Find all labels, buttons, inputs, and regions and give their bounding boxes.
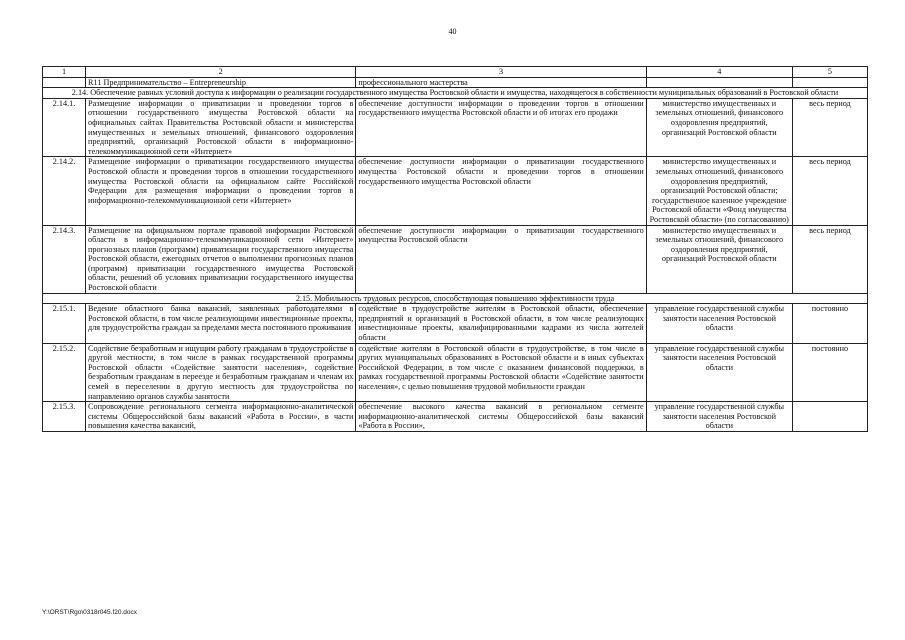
result-cell: обеспечение высокого качества вакансий в региональном сегменте информационно-аналитической системы Общероссийской базы вакансий «Работа в России», (356, 402, 646, 432)
file-path-footer: Y:\ORST\Rgo\0318r045.f20.docx (42, 609, 138, 616)
action-cell: Размещение информации о приватизации и проведении торгов в отношении государственного имущества Ростовской области на официальных сайтах Правительства Ростовской области и министерства имущественных и земельных отношений, финансового оздоровления предприятий, организаций Ростовской области в информационно-телекоммуникационной сети «Интернет» (86, 98, 356, 157)
result-cell: обеспечение доступности информации о приватизации государственного имущества Ростовской области и проведении торгов в отношении государственного имущества Ростовской области (356, 157, 646, 225)
term-cell (792, 402, 867, 432)
page-number: 40 (448, 27, 457, 36)
table-row (43, 77, 868, 88)
executor-cell: управление государственной службы занятости населения Ростовской области (646, 343, 792, 402)
executor-cell: министерство имущественных и земельных отношений, финансового оздоровления предприятий, организаций Ростовской области; государственное казенное учреждение Ростовской области «Фонд имущества Ростовской области» (по согласованию) (646, 157, 792, 225)
item-number: 2.14.1. (43, 98, 86, 157)
table-row (43, 343, 868, 402)
executor-cell: министерство имущественных и земельных отношений, финансового оздоровления предприятий, организаций Ростовской области (646, 98, 792, 157)
action-cell: Размещение информации о приватизации государственного имущества Ростовской области и проведении торгов в отношении государственного имущества Ростовской области на официальном сайте Российской Федерации для размещения информации о проведении торгов в информационно-телекоммуникационной сети «Интернет» (86, 157, 356, 225)
table-row (43, 402, 868, 432)
plan-table (42, 66, 868, 432)
action-cell: Размещение на официальном портале правовой информации Ростовской области в информационно-телекоммуникационной сети «Интернет» прогнозных планов (программ) приватизации государственного имущества Ростовской области, ежегодных отчетов о выполнении прогнозных планов (программ) приватизации государственного имущества Ростовской области, решений об условиях приватизации государственного имущества Ростовской области (86, 225, 356, 293)
table-header-row (43, 67, 868, 78)
section-heading-row (43, 293, 868, 304)
action-cell: Сопровождение регионального сегмента информационно-аналитической системы Общероссийской базы вакансий «Работа в России», в части повышения качества вакансий, (86, 402, 356, 432)
result-cell: содействие жителям в Ростовской области в трудоустройстве, в том числе в других муниципальных образованиях в Ростовской области и в иных субъектах Российской Федерации, в том числе с оказанием финансовой поддержки, в рамках государственной программы Ростовской области «Содействие занятости населения», с целью повышения трудовой мобильности граждан (356, 343, 646, 402)
header-col-4: 4 (646, 67, 792, 78)
result-cell: содействие в трудоустройстве жителям в Ростовской области, обеспечение предприятий и организаций в Ростовской области, в том числе реализующих инвестиционные проекты, квалифицированными кадрами из числа жителей области (356, 304, 646, 343)
table-row (43, 304, 868, 343)
action-cell: Ведение областного банка вакансий, заявленных работодателями в Ростовской области, в том числе реализующими инвестиционные проекты, для трудоустройства граждан за пределами места постоянного проживания (86, 304, 356, 343)
term-cell: весь период (792, 225, 867, 293)
section-heading-2-15: 2.15. Мобильность трудовых ресурсов, способствующая повышению эффективности труда (43, 293, 868, 304)
risk-code-cell: R11 Предпринимательство – Entrepreneurship (86, 77, 356, 88)
term-cell: весь период (792, 98, 867, 157)
result-cell: профессионального мастерства (356, 77, 646, 88)
item-number: 2.14.3. (43, 225, 86, 293)
term-cell: постоянно (792, 343, 867, 402)
item-number: 2.15.1. (43, 304, 86, 343)
result-cell: обеспечение доступности информации о проведении торгов в отношении государственного имущества Ростовской области и об итогах его продажи (356, 98, 646, 157)
section-heading-row (43, 88, 868, 99)
table-row (43, 98, 868, 157)
item-number: 2.15.2. (43, 343, 86, 402)
action-cell: Содействие безработным и ищущим работу гражданам в трудоустройстве в другой местности, в том числе в рамках государственной программы Ростовской области «Содействие занятости населения», содействие безработным гражданам в переезде и безработным гражданам и членам их семей в переселении в другую местность для трудоустройства по направлению органов службы занятости (86, 343, 356, 402)
header-col-3: 3 (356, 67, 646, 78)
executor-cell: министерство имущественных и земельных отношений, финансового оздоровления предприятий, организаций Ростовской области (646, 225, 792, 293)
result-cell: обеспечение доступности информации о приватизации государственного имущества Ростовской области (356, 225, 646, 293)
section-heading-2-14: 2.14. Обеспечение равных условий доступа к информации о реализации государственного имущества Ростовской области и имущества, находящегося в собственности муниципальных образований в Ростовской области (43, 88, 868, 99)
table-row (43, 157, 868, 225)
table-row (43, 225, 868, 293)
term-cell: постоянно (792, 304, 867, 343)
header-col-2: 2 (86, 67, 356, 78)
item-number: 2.15.3. (43, 402, 86, 432)
header-col-5: 5 (792, 67, 867, 78)
executor-cell: управление государственной службы занятости населения Ростовской области (646, 402, 792, 432)
executor-cell: управление государственной службы занятости населения Ростовской области (646, 304, 792, 343)
header-col-1: 1 (43, 67, 86, 78)
item-number: 2.14.2. (43, 157, 86, 225)
term-cell: весь период (792, 157, 867, 225)
